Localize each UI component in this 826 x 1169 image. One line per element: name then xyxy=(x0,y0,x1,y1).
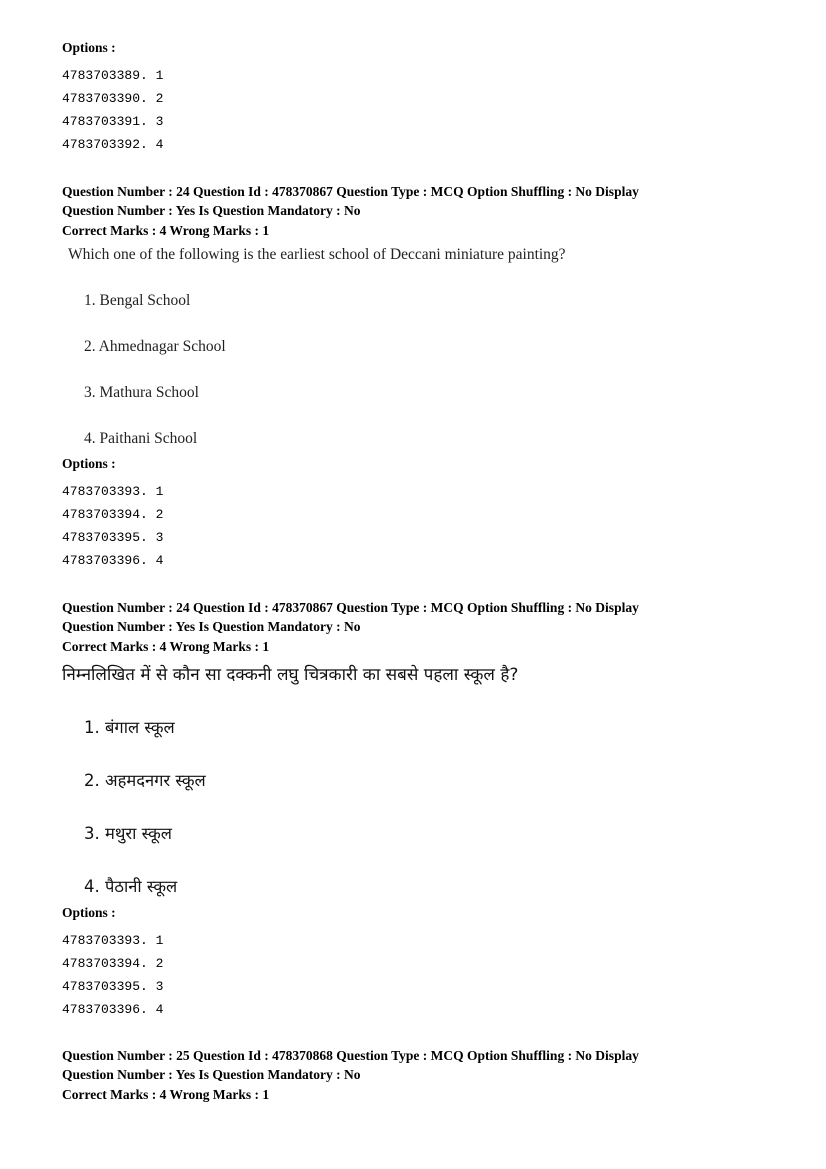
option-id-row: 4783703395. 3 xyxy=(62,979,164,994)
option-id-row: 4783703389. 1 xyxy=(62,68,164,83)
choice-item: 4. Paithani School xyxy=(84,430,198,447)
option-id-row: 4783703394. 2 xyxy=(62,956,164,971)
choice-item: 1. बंगाल स्कूल xyxy=(84,718,175,737)
choice-item: 2. Ahmednagar School xyxy=(84,338,226,355)
question-options xyxy=(62,905,764,1021)
options-label: Options : xyxy=(62,40,116,55)
option-id-row: 4783703391. 3 xyxy=(62,114,164,129)
choice-item: 1. Bengal School xyxy=(84,292,191,309)
question-block-24-english xyxy=(62,183,764,572)
option-id-row: 4783703392. 4 xyxy=(62,137,164,152)
question-options xyxy=(62,456,764,572)
question-block-24-hindi xyxy=(62,599,764,1021)
option-id-row: 4783703396. 4 xyxy=(62,1002,164,1017)
option-id-row: 4783703394. 2 xyxy=(62,507,164,522)
choice-item: 3. Mathura School xyxy=(84,384,199,401)
previous-question-options xyxy=(62,40,764,156)
question-marks-line: Correct Marks : 4 Wrong Marks : 1 xyxy=(62,223,270,238)
choice-item: 4. पैठानी स्कूल xyxy=(84,877,178,896)
choice-list xyxy=(84,715,764,897)
question-meta-line: Question Number : Yes Is Question Mandatory : No xyxy=(62,202,361,218)
options-label: Options : xyxy=(62,456,116,471)
choice-item: 2. अहमदनगर स्कूल xyxy=(84,771,206,790)
question-meta-line: Question Number : Yes Is Question Mandatory : No xyxy=(62,1066,361,1082)
option-id-row: 4783703395. 3 xyxy=(62,530,164,545)
option-id-row: 4783703393. 1 xyxy=(62,933,164,948)
question-text: Which one of the following is the earliest school of Deccani miniature painting? xyxy=(68,246,566,263)
question-meta-line: Question Number : 25 Question Id : 478370868 Question Type : MCQ Option Shuffling : No Display xyxy=(62,1048,639,1063)
question-marks-line: Correct Marks : 4 Wrong Marks : 1 xyxy=(62,1087,270,1102)
question-meta-line: Question Number : 24 Question Id : 478370867 Question Type : MCQ Option Shuffling : No Display xyxy=(62,184,639,199)
question-text: निम्नलिखित में से कौन सा दक्कनी लघु चित्रकारी का सबसे पहला स्कूल है? xyxy=(62,665,519,685)
option-id-row: 4783703390. 2 xyxy=(62,91,164,106)
options-label: Options : xyxy=(62,905,116,920)
choice-item: 3. मथुरा स्कूल xyxy=(84,824,172,843)
choice-list xyxy=(84,292,764,448)
question-marks-line: Correct Marks : 4 Wrong Marks : 1 xyxy=(62,639,270,654)
option-id-row: 4783703393. 1 xyxy=(62,484,164,499)
question-meta-line: Question Number : 24 Question Id : 478370867 Question Type : MCQ Option Shuffling : No Display xyxy=(62,600,639,615)
question-meta-line: Question Number : Yes Is Question Mandatory : No xyxy=(62,618,361,634)
option-id-row: 4783703396. 4 xyxy=(62,553,164,568)
question-block-25 xyxy=(62,1047,764,1103)
